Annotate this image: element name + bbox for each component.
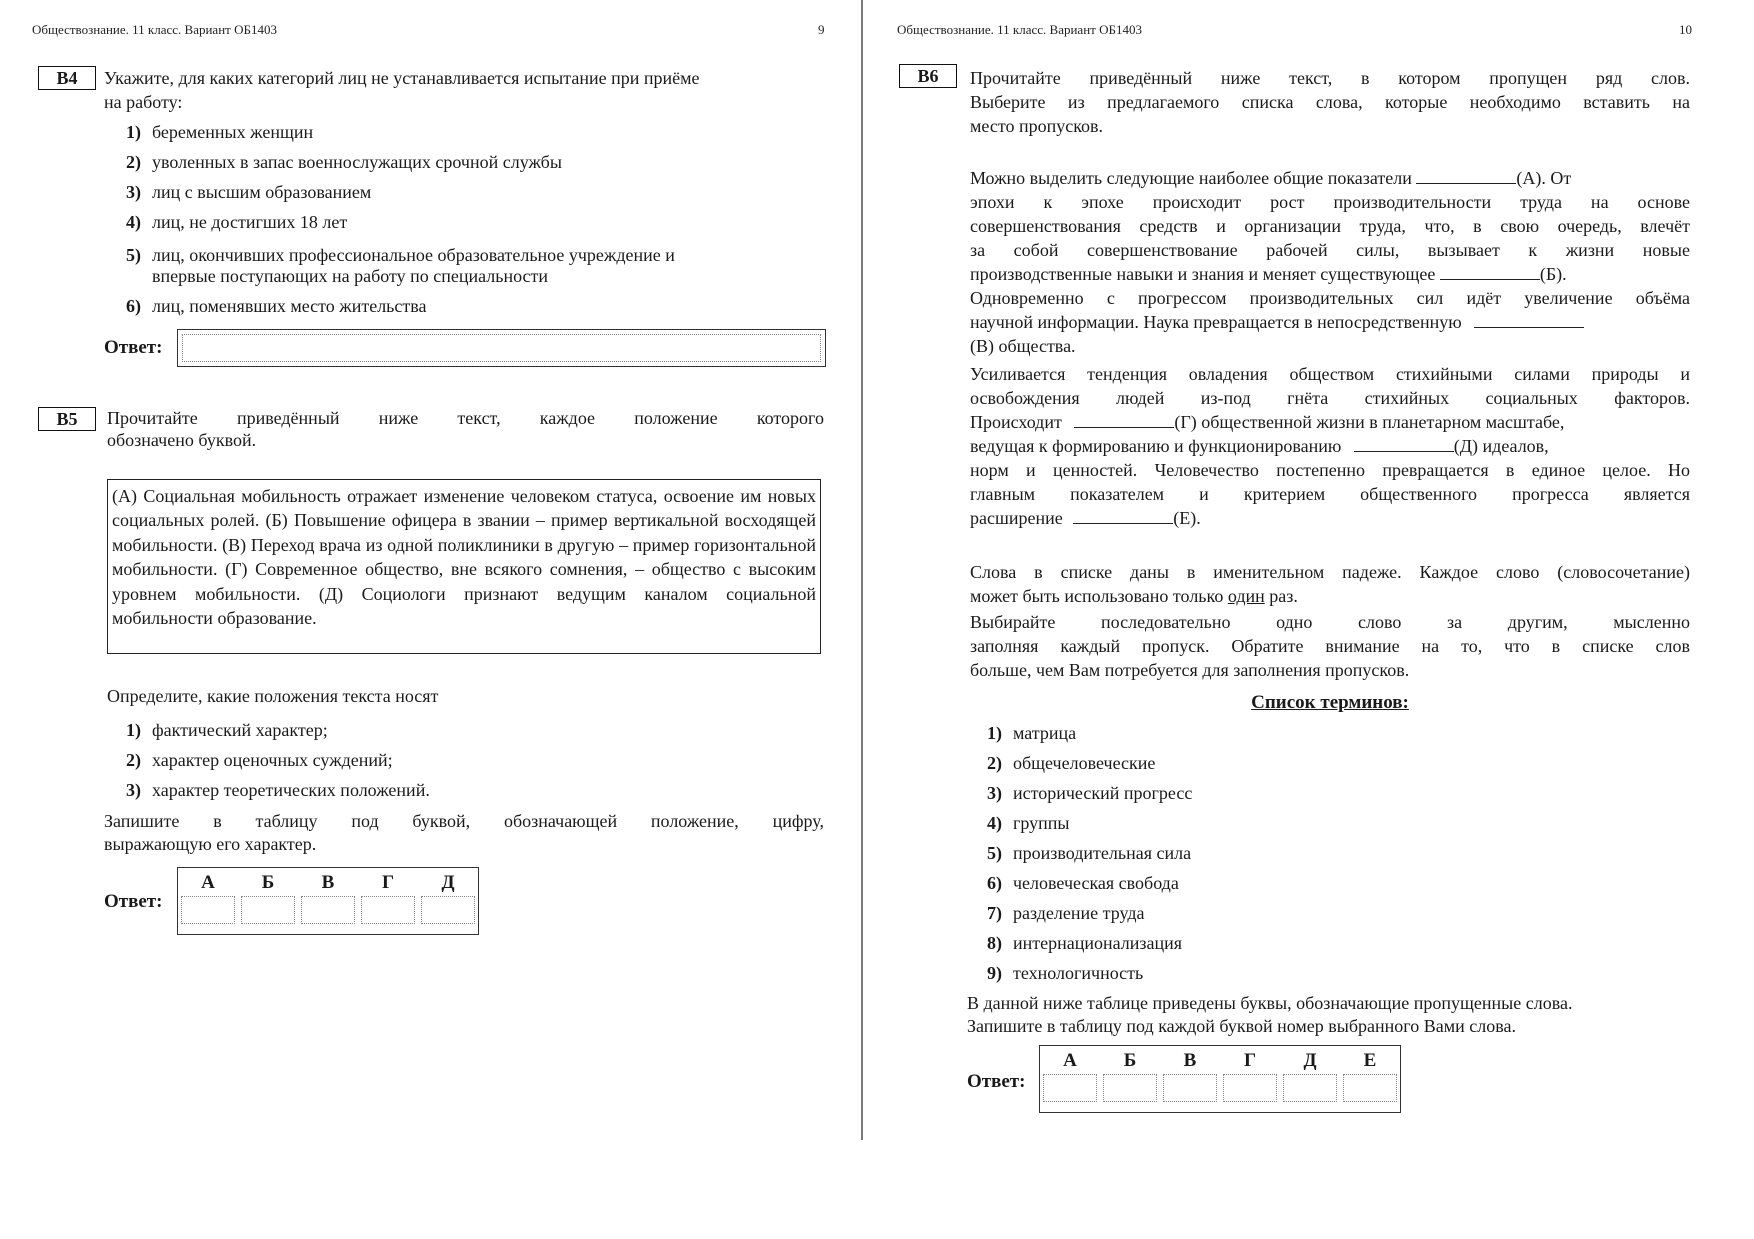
list-item	[126, 182, 562, 212]
b6-p2-line1: Усиливается тенденция овладения обществом стихийными силами природы и	[970, 364, 1690, 384]
emphasis: один	[1227, 586, 1265, 606]
cell-letter: В	[1183, 1050, 1197, 1071]
text-run: раз.	[1269, 586, 1298, 606]
answer-cell[interactable]	[1340, 1046, 1400, 1108]
list-item	[987, 783, 1192, 813]
b4-options-list	[126, 122, 562, 242]
b6-p1-line5	[970, 262, 1690, 286]
b4-answer-field[interactable]	[177, 329, 826, 367]
answer-cell[interactable]	[1040, 1046, 1100, 1108]
b5-answer-table	[177, 867, 479, 935]
term-number: 4)	[987, 813, 1002, 833]
b5-instruction-line2: выражающую его характер.	[104, 834, 317, 854]
answer-cell[interactable]	[1160, 1046, 1220, 1108]
b5-options-list	[126, 720, 430, 810]
answer-slot[interactable]	[1163, 1074, 1217, 1102]
b4-question-line1: Укажите, для каких категорий лиц не устанавливается испытание при приёме	[104, 68, 700, 88]
list-item	[987, 963, 1192, 993]
text-run: (Г) общественной жизни в планетарном масштабе,	[1174, 412, 1565, 432]
b6-p2-line4	[970, 434, 1690, 458]
term-text: интернационализация	[1013, 933, 1183, 953]
list-item	[126, 750, 430, 780]
cell-letter: Д	[1303, 1050, 1317, 1071]
b6-words-line1: Слова в списке даны в именительном падеже. Каждое слово (словосочетание)	[970, 562, 1690, 582]
b6-intro-line2: Выберите из предлагаемого списка слова, которые необходимо вставить на	[970, 92, 1690, 112]
list-item	[987, 933, 1192, 963]
answer-cell[interactable]	[298, 868, 358, 930]
text-run: (Д) идеалов,	[1453, 436, 1549, 456]
list-item	[126, 780, 430, 810]
term-text: разделение труда	[1013, 903, 1145, 923]
answer-cell[interactable]	[178, 868, 238, 930]
gap-g	[1074, 411, 1174, 428]
answer-slot[interactable]	[181, 896, 235, 924]
answer-cell[interactable]	[358, 868, 418, 930]
b6-choose-line3: больше, чем Вам потребуется для заполнения пропусков.	[970, 660, 1410, 680]
term-number: 9)	[987, 963, 1002, 983]
option-text: характер теоретических положений.	[152, 780, 430, 800]
answer-slot[interactable]	[361, 896, 415, 924]
page-left	[0, 0, 862, 1239]
option-number: 1)	[126, 122, 141, 142]
text-run: (Б).	[1539, 264, 1567, 284]
term-number: 7)	[987, 903, 1002, 923]
answer-cell[interactable]	[1100, 1046, 1160, 1108]
gap-e	[1073, 507, 1173, 524]
text-run: (А). От	[1516, 168, 1572, 188]
answer-label: Ответ:	[104, 891, 163, 912]
answer-slot[interactable]	[301, 896, 355, 924]
b5-statement-box: (А) Социальная мобильность отражает изменение человеком статуса, освоение им новых социальных ролей. (Б) Повышение офицера в звании – пример вертикальной восходящей мобильности. (В) Переход врача из одной поликлиники в другую – пример горизонтальной мобильности. (Г) Современное общество, вне всякого сомнения, – общество с высоким уровнем мобильности. (Д) Социологи признают ведущим каналом социальной мобильности образование.	[107, 479, 821, 654]
question-label-b6: B6	[899, 64, 957, 88]
b6-table-note-line2: Запишите в таблицу под каждой буквой номер выбранного Вами слова.	[967, 1016, 1516, 1036]
text-run: производственные навыки и знания и меняет существующее	[970, 264, 1436, 284]
b6-words-line2	[970, 584, 1298, 608]
option-text: характер оценочных суждений;	[152, 750, 393, 770]
term-text: технологичность	[1013, 963, 1144, 983]
b6-p1-line8: (В) общества.	[970, 336, 1076, 356]
answer-slot[interactable]	[241, 896, 295, 924]
cell-letter: Д	[441, 872, 455, 893]
b6-choose-line2: заполняя каждый пропуск. Обратите внимание на то, что в списке слов	[970, 636, 1690, 656]
text-run: может быть использовано только	[970, 586, 1224, 606]
gap-b	[1440, 263, 1540, 280]
term-number: 6)	[987, 873, 1002, 893]
b6-p2-line5: норм и ценностей. Человечество постепенно превращается в единое целое. Но	[970, 460, 1690, 480]
term-number: 3)	[987, 783, 1002, 803]
b6-p1-line1	[970, 166, 1690, 190]
term-number: 5)	[987, 843, 1002, 863]
cell-letter: Е	[1363, 1050, 1377, 1071]
answer-slot[interactable]	[1103, 1074, 1157, 1102]
b6-p1-line7	[970, 310, 1690, 334]
answer-slot[interactable]	[1043, 1074, 1097, 1102]
b6-p1-line4: за собой совершенствование рабочей силы, вызывает к жизни новые	[970, 240, 1690, 260]
option-number: 2)	[126, 152, 141, 172]
gap-v	[1474, 311, 1584, 328]
option-text: лиц с высшим образованием	[152, 182, 372, 202]
text-run: Можно выделить следующие наиболее общие показатели	[970, 168, 1412, 188]
cell-letter: Г	[381, 872, 395, 893]
text-run: (Е).	[1173, 508, 1201, 528]
terms-list	[987, 723, 1192, 993]
option-number: 3)	[126, 182, 141, 202]
option-text: фактический характер;	[152, 720, 328, 740]
cell-letter: Б	[261, 872, 275, 893]
b6-p2-line7	[970, 506, 1201, 530]
text-run: Происходит	[970, 412, 1062, 432]
term-text: человеческая свобода	[1013, 873, 1179, 893]
list-item	[126, 152, 562, 182]
page-header: Обществознание. 11 класс. Вариант ОБ1403	[897, 22, 1142, 37]
b6-p1-line6: Одновременно с прогрессом производительных сил идёт увеличение объёма	[970, 288, 1690, 308]
term-text: исторический прогресс	[1013, 783, 1193, 803]
list-item	[987, 723, 1192, 753]
b4-option-6	[126, 294, 427, 318]
b4-question-line2: на работу:	[104, 92, 183, 112]
cell-letter: А	[1063, 1050, 1077, 1071]
question-label-b4: B4	[38, 66, 96, 90]
b6-p2-line3	[970, 410, 1690, 434]
b6-p2-line6: главным показателем и критерием общественного прогресса является	[970, 484, 1690, 504]
b6-table-note-line1: В данной ниже таблице приведены буквы, обозначающие пропущенные слова.	[967, 993, 1573, 1013]
b6-p2-line2: освобождения людей из-под гнёта стихийных социальных факторов.	[970, 388, 1690, 408]
text-run: научной информации. Наука превращается в непосредственную	[970, 312, 1462, 332]
answer-cell[interactable]	[1220, 1046, 1280, 1108]
page-right	[863, 0, 1754, 1239]
question-label-b5: B5	[38, 407, 96, 431]
b5-intro-line1: Прочитайте приведённый ниже текст, каждое положение которого	[107, 408, 824, 428]
list-item	[126, 122, 562, 152]
option-text: уволенных в запас военнослужащих срочной службы	[152, 152, 562, 172]
gap-a	[1416, 167, 1516, 184]
answer-label: Ответ:	[967, 1071, 1026, 1092]
text-run: ведущая к формированию и функционированию	[970, 436, 1342, 456]
cell-letter: В	[321, 872, 335, 893]
option-number: 6)	[126, 296, 141, 316]
answer-label: Ответ:	[104, 337, 163, 358]
answer-cell[interactable]	[1280, 1046, 1340, 1108]
cell-letter: Б	[1123, 1050, 1137, 1071]
option-number: 4)	[126, 212, 141, 232]
b6-choose-line1: Выбирайте последовательно одно слово за другим, мысленно	[970, 612, 1690, 632]
list-item	[987, 843, 1192, 873]
b4-option-5: 5) лиц, окончивших профессиональное образовательное учреждение и	[126, 245, 675, 265]
answer-cell[interactable]	[238, 868, 298, 930]
term-text: группы	[1013, 813, 1070, 833]
list-item	[987, 903, 1192, 933]
cell-letter: А	[201, 872, 215, 893]
answer-slot[interactable]	[1223, 1074, 1277, 1102]
b6-intro-line3: место пропусков.	[970, 116, 1104, 136]
page-number: 10	[1679, 22, 1692, 37]
b5-intro-line2: обозначено буквой.	[107, 430, 257, 450]
option-text: беременных женщин	[152, 122, 314, 142]
list-item	[987, 873, 1192, 903]
b4-option-5-cont: впервые поступающих на работу по специальности	[152, 266, 549, 286]
answer-slot[interactable]	[421, 896, 475, 924]
list-item	[987, 813, 1192, 843]
b5-determine: Определите, какие положения текста носят	[107, 686, 439, 706]
term-number: 8)	[987, 933, 1002, 953]
b6-p1-line2: эпохи к эпохе происходит рост производительности труда на основе	[970, 192, 1690, 212]
answer-cell[interactable]	[418, 868, 478, 930]
option-number: 3)	[126, 780, 141, 800]
option-number: 2)	[126, 750, 141, 770]
option-number: 1)	[126, 720, 141, 740]
list-item	[126, 212, 562, 242]
option-text: лиц, окончивших профессиональное образовательное учреждение и	[152, 245, 675, 265]
terms-title: Список терминов:	[1251, 692, 1409, 713]
b6-p1-line3: совершенствования средств и организации труда, что, в свою очередь, влечёт	[970, 216, 1690, 236]
page-header: Обществознание. 11 класс. Вариант ОБ1403	[32, 22, 277, 37]
list-item	[987, 753, 1192, 783]
answer-slot[interactable]	[1343, 1074, 1397, 1102]
term-text: матрица	[1013, 723, 1077, 743]
b5-instruction-line1: Запишите в таблицу под буквой, обозначающей положение, цифру,	[104, 811, 824, 831]
term-text: производительная сила	[1013, 843, 1192, 863]
gap-d	[1354, 435, 1454, 452]
list-item	[126, 720, 430, 750]
option-text: лиц, поменявших место жительства	[152, 296, 427, 316]
page-number: 9	[818, 22, 825, 37]
b6-intro-line1: Прочитайте приведённый ниже текст, в котором пропущен ряд слов.	[970, 68, 1690, 88]
b6-answer-table	[1039, 1045, 1401, 1113]
option-text: лиц, не достигших 18 лет	[152, 212, 348, 232]
answer-slot[interactable]	[1283, 1074, 1337, 1102]
term-text: общечеловеческие	[1013, 753, 1156, 773]
answer-field-inner	[182, 334, 821, 362]
term-number: 2)	[987, 753, 1002, 773]
text-run: расширение	[970, 508, 1063, 528]
term-number: 1)	[987, 723, 1002, 743]
cell-letter: Г	[1243, 1050, 1257, 1071]
